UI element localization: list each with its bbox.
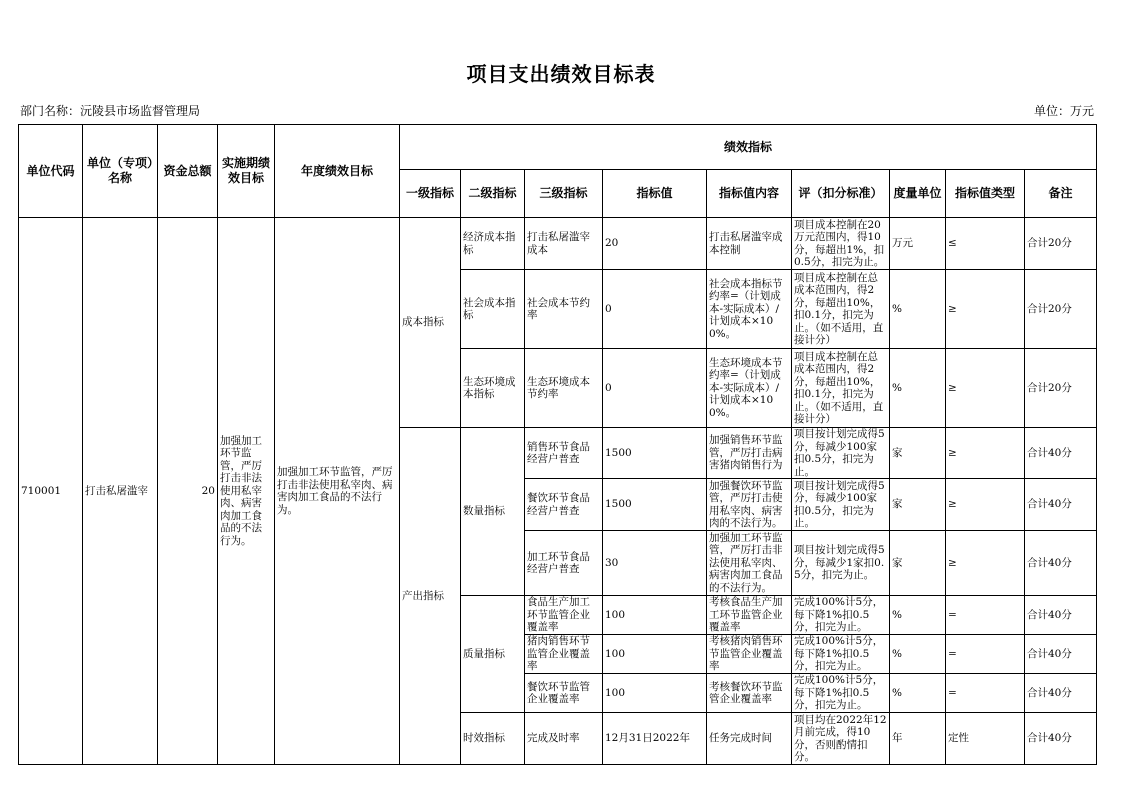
value-cell: 1500: [603, 479, 707, 531]
scoring-cell: 项目成本控制在总成本范围内，得2分，每超出10%，扣0.1分，扣完为止。（如不适用，直接计分）: [792, 349, 890, 428]
scoring-cell: 项目成本控制在20万元范围内，得10分，每超出1%，扣0.5分，扣完为止。: [792, 218, 890, 270]
header-value: 指标值: [603, 170, 707, 218]
header-period-goal: 实施期绩效目标: [218, 125, 275, 218]
unit-name-cell: 打击私屠滥宰: [83, 218, 158, 765]
content-cell: 社会成本指标节约率=（计划成本-实际成本）/计划成本×100%。: [707, 270, 792, 349]
header-scoring: 评（扣分标准）: [792, 170, 890, 218]
type-cell: ≥: [946, 270, 1025, 349]
unit-cell: 年: [890, 713, 946, 765]
value-cell: 100: [603, 635, 707, 674]
performance-table: [18, 124, 1097, 765]
type-cell: =: [946, 635, 1025, 674]
level3-cell: 加工环节食品经营户普查: [525, 531, 603, 596]
content-cell: 考核食品生产加工环节监管企业覆盖率: [707, 596, 792, 635]
level2-social: 社会成本指标: [461, 270, 525, 349]
header-measure-unit: 度量单位: [890, 170, 946, 218]
header-indicators: 绩效指标: [400, 125, 1097, 170]
header-unit-name: 单位（专项）名称: [83, 125, 158, 218]
level2-quality: 质量指标: [461, 596, 525, 713]
header-total-funds: 资金总额: [158, 125, 218, 218]
unit-cell: 家: [890, 428, 946, 479]
content-cell: 考核餐饮环节监管企业覆盖率: [707, 674, 792, 713]
remark-cell: 合计40分: [1025, 635, 1097, 674]
header-annual-goal: 年度绩效目标: [275, 125, 400, 218]
unit-cell: %: [890, 270, 946, 349]
level3-cell: 猪肉销售环节监管企业覆盖率: [525, 635, 603, 674]
scoring-cell: 项目成本控制在总成本范围内，得2分，每超出10%，扣0.1分，扣完为止。（如不适用，直接计分）: [792, 270, 890, 349]
table-row: [19, 218, 1097, 270]
value-cell: 0: [603, 270, 707, 349]
level3-cell: 完成及时率: [525, 713, 603, 765]
level2-economic: 经济成本指标: [461, 218, 525, 270]
header-level2: 二级指标: [461, 170, 525, 218]
level3-cell: 社会成本节约率: [525, 270, 603, 349]
remark-cell: 合计40分: [1025, 531, 1097, 596]
value-cell: 100: [603, 596, 707, 635]
header-level1: 一级指标: [400, 170, 461, 218]
remark-cell: 合计40分: [1025, 713, 1097, 765]
scoring-cell: 完成100%计5分，每下降1%扣0.5分，扣完为止。: [792, 674, 890, 713]
header-level3: 三级指标: [525, 170, 603, 218]
remark-cell: 合计20分: [1025, 218, 1097, 270]
department-name: 部门名称：沅陵县市场监督管理局: [20, 104, 201, 118]
scoring-cell: 完成100%计5分，每下降1%扣0.5分，扣完为止。: [792, 596, 890, 635]
content-cell: 加强餐饮环节监管，严厉打击使用私宰肉、病害肉的不法行为。: [707, 479, 792, 531]
level3-cell: 餐饮环节食品经营户普查: [525, 479, 603, 531]
value-cell: 100: [603, 674, 707, 713]
period-goal-cell: 加强加工环节监管，严厉打击非法使用私宰肉、病害肉加工食品的不法行为。: [218, 218, 275, 765]
value-cell: 30: [603, 531, 707, 596]
level3-cell: 食品生产加工环节监管企业覆盖率: [525, 596, 603, 635]
level3-cell: 打击私屠滥宰成本: [525, 218, 603, 270]
scoring-cell: 项目按计划完成得5分，每减少100家扣0.5分，扣完为止。: [792, 479, 890, 531]
remark-cell: 合计20分: [1025, 270, 1097, 349]
type-cell: 定性: [946, 713, 1025, 765]
unit-cell: 家: [890, 531, 946, 596]
level3-cell: 餐饮环节监管企业覆盖率: [525, 674, 603, 713]
content-cell: 打击私屠滥宰成本控制: [707, 218, 792, 270]
type-cell: ≥: [946, 428, 1025, 479]
level1-cost: 成本指标: [400, 218, 461, 428]
remark-cell: 合计20分: [1025, 349, 1097, 428]
currency-unit: 单位：万元: [1033, 104, 1094, 118]
header-row-1: [19, 125, 1097, 170]
remark-cell: 合计40分: [1025, 479, 1097, 531]
remark-cell: 合计40分: [1025, 596, 1097, 635]
unit-cell: 万元: [890, 218, 946, 270]
scoring-cell: 项目按计划完成得5分，每减少100家扣0.5分，扣完为止。: [792, 428, 890, 479]
unit-cell: %: [890, 349, 946, 428]
type-cell: ≥: [946, 531, 1025, 596]
header-unit-code: 单位代码: [19, 125, 83, 218]
level2-quantity: 数量指标: [461, 428, 525, 596]
content-cell: 加强加工环节监管，严厉打击非法使用私宰肉、病害肉加工食品的不法行为。: [707, 531, 792, 596]
value-cell: 0: [603, 349, 707, 428]
type-cell: ≥: [946, 349, 1025, 428]
level2-ecological: 生态环境成本指标: [461, 349, 525, 428]
total-funds-cell: 20: [158, 218, 218, 765]
unit-cell: %: [890, 596, 946, 635]
header-remarks: 备注: [1025, 170, 1097, 218]
level3-cell: 销售环节食品经营户普查: [525, 428, 603, 479]
header-value-type: 指标值类型: [946, 170, 1025, 218]
level2-timeliness: 时效指标: [461, 713, 525, 765]
value-cell: 12月31日2022年: [603, 713, 707, 765]
value-cell: 1500: [603, 428, 707, 479]
page-title: 项目支出绩效目标表: [466, 62, 656, 86]
content-cell: 加强销售环节监管，严厉打击病害猪肉销售行为: [707, 428, 792, 479]
remark-cell: 合计40分: [1025, 428, 1097, 479]
type-cell: =: [946, 596, 1025, 635]
unit-cell: 家: [890, 479, 946, 531]
scoring-cell: 完成100%计5分，每下降1%扣0.5分，扣完为止。: [792, 635, 890, 674]
content-cell: 考核猪肉销售环节监管企业覆盖率: [707, 635, 792, 674]
value-cell: 20: [603, 218, 707, 270]
scoring-cell: 项目均在2022年12月前完成，得10分，否则酌情扣分。: [792, 713, 890, 765]
type-cell: ≥: [946, 479, 1025, 531]
level3-cell: 生态环境成本节约率: [525, 349, 603, 428]
scoring-cell: 项目按计划完成得5分，每减少1家扣0.5分，扣完为止。: [792, 531, 890, 596]
content-cell: 生态环境成本节约率=（计划成本-实际成本）/计划成本×100%。: [707, 349, 792, 428]
unit-code-cell: 710001: [19, 218, 83, 765]
annual-goal-cell: 加强加工环节监管，严厉打击非法使用私宰肉、病害肉加工食品的不法行为。: [275, 218, 400, 765]
header-value-content: 指标值内容: [707, 170, 792, 218]
level1-output: 产出指标: [400, 428, 461, 765]
unit-cell: %: [890, 674, 946, 713]
content-cell: 任务完成时间: [707, 713, 792, 765]
unit-cell: %: [890, 635, 946, 674]
remark-cell: 合计40分: [1025, 674, 1097, 713]
type-cell: =: [946, 674, 1025, 713]
type-cell: ≤: [946, 218, 1025, 270]
